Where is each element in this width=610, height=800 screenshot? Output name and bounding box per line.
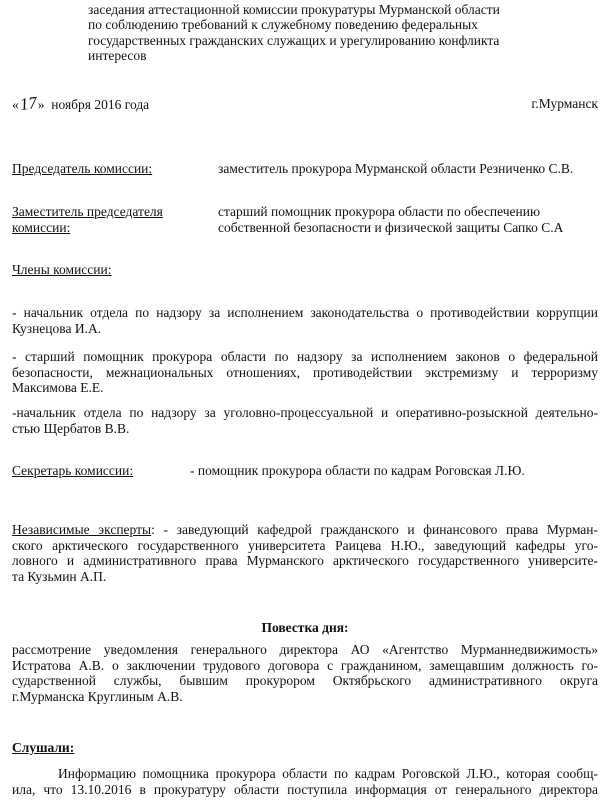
chairman-label: Председатель комиссии: — [12, 161, 153, 176]
date-line — [12, 92, 598, 115]
experts-text: : - заведующий кафедрой гражданского и финансового права Мурман- — [151, 522, 599, 537]
deputy-label-line: Заместитель председателя — [12, 204, 163, 219]
experts-line: та Кузьмин А.П. — [12, 568, 107, 584]
deputy-label — [12, 204, 163, 235]
header-line: заседания аттестационной комиссии прокуратуры Мурманской области — [88, 2, 500, 17]
member-line: безопасности, межнациональных отношениях, противодействии экстремизму и терроризму — [12, 364, 598, 380]
member-item — [12, 405, 598, 436]
deputy-value-line: собственной безопасности и физической защиты Сапко С.А — [218, 219, 564, 235]
header-line: интересов — [88, 47, 147, 63]
experts-line — [12, 522, 598, 538]
heard-title: Слушали: — [12, 740, 75, 755]
member-item — [12, 305, 598, 336]
secretary-label: Секретарь комиссии: — [12, 463, 134, 478]
heard-line: ила, что 13.10.2016 в прокуратуру области поступила информация от генерального директора — [12, 781, 598, 797]
secretary-value: - помощник прокурора области по кадрам Роговская Л.Ю. — [190, 463, 525, 478]
member-line: -начальник отдела по надзору за уголовно-процессуальной и оперативно-розыскной деятельно- — [12, 405, 598, 420]
chairman-value: заместитель прокурора Мурманской области Резниченко С.В. — [218, 161, 574, 176]
header-line: по соблюдению требований к служебному поведению федеральных — [88, 17, 478, 33]
deputy-value-line: старший помощник прокурора области по обеспечению — [218, 204, 541, 219]
experts-paragraph — [12, 522, 598, 584]
date-day: 17 — [18, 92, 38, 115]
agenda-line: сударственной службы, бывшим прокурором Октябрьского административного округа — [12, 673, 598, 689]
meeting-date — [12, 92, 150, 115]
date-month-year: ноября 2016 года — [51, 97, 150, 112]
member-line: Максимова Е.Е. — [12, 380, 104, 396]
header-line: государственных гражданских служащих и урегулированию конфликта — [88, 32, 500, 48]
experts-label: Независимые эксперты — [12, 522, 152, 537]
deputy-value — [218, 204, 598, 235]
experts-line: ского арктического государственного университета Раицева Н.Ю., заведующий кафедры уго- — [12, 537, 598, 553]
agenda-line: Истратова А.В. о заключении трудового договора с гражданином, замещавшим должность го- — [12, 657, 598, 673]
date-close-quote: » — [37, 97, 45, 112]
deputy-label-line: комиссии: — [12, 219, 71, 235]
agenda-paragraph — [12, 642, 598, 704]
agenda-line: г.Мурманска Круглиным А.В. — [12, 688, 183, 704]
member-line: стью Щербатов В.В. — [12, 420, 130, 436]
document-header — [88, 2, 588, 63]
member-line: Кузнецова И.А. — [12, 320, 102, 336]
agenda-title: Повестка дня: — [261, 620, 349, 635]
member-line: - начальник отдела по надзору за исполнением законодательства о противодействии коррупции — [12, 305, 598, 320]
meeting-city: г.Мурманск — [531, 96, 598, 111]
heard-line: Информацию помощника прокурора области по кадрам Роговской Л.Ю., которая сообщ- — [58, 766, 598, 781]
date-open-quote: « — [12, 97, 19, 112]
heard-paragraph — [12, 766, 598, 797]
members-label: Члены комиссии: — [12, 262, 112, 277]
member-item — [12, 349, 598, 396]
agenda-line: рассмотрение уведомления генерального директора АО «Агентство Мурманнедвижимость» — [12, 642, 598, 657]
member-line: - старший помощник прокурора области по надзору за исполнением законов о федеральной — [12, 349, 598, 364]
experts-line: ловного и административного права Мурманского арктического государственного университе- — [12, 553, 598, 569]
